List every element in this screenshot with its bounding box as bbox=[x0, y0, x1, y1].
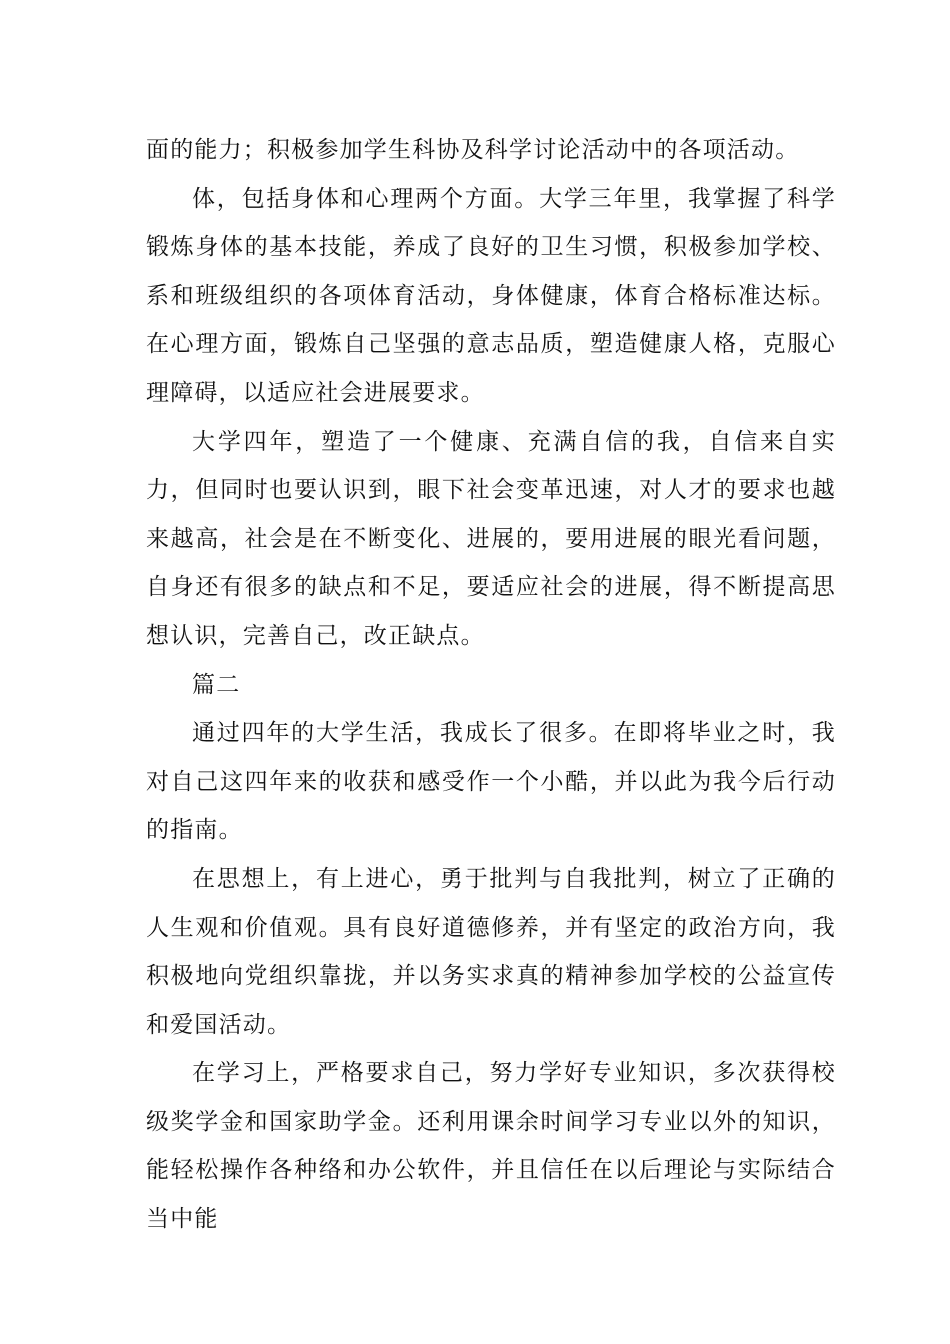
paragraph-1: 面的能力；积极参加学生科协及科学讨论活动中的各项活动。 bbox=[146, 137, 800, 163]
paragraph-2: 体，包括身体和心理两个方面。大学三年里，我掌握了科学锻炼身体的基本技能，养成了良好的卫生习惯，积极参加学校、系和班级组织的各项体育活动，身体健康，体育合格标准达标。在心理方面，锻炼自己坚强的意志品质，塑造健康人格，克服心理障碍，以适应社会进展要求。 bbox=[146, 185, 836, 406]
paragraph-4: 通过四年的大学生活，我成长了很多。在即将毕业之时，我对自己这四年来的收获和感受作一个小酷，并以此为我今后行动的指南。 bbox=[146, 720, 836, 844]
paragraph-3: 大学四年，塑造了一个健康、充满自信的我，自信来自实力，但同时也要认识到，眼下社会变革迅速，对人才的要求也越来越高，社会是在不断变化、进展的，要用进展的眼光看问题，自身还有很多的缺点和不足，要适应社会的进展，得不断提高思想认识，完善自己，改正缺点。 bbox=[146, 428, 836, 649]
section-heading: 篇二 bbox=[192, 671, 241, 698]
document-body bbox=[146, 126, 836, 1244]
paragraph-5: 在思想上，有上进心，勇于批判与自我批判，树立了正确的人生观和价值观。具有良好道德修养，并有坚定的政治方向，我积极地向党组织靠拢，并以务实求真的精神参加学校的公益宣传和爱国活动。 bbox=[146, 865, 836, 1038]
paragraph-6: 在学习上，严格要求自己，努力学好专业知识，多次获得校级奖学金和国家助学金。还利用课余时间学习专业以外的知识，能轻松操作各种络和办公软件，并且信任在以后理论与实际结合当中能 bbox=[146, 1060, 836, 1233]
